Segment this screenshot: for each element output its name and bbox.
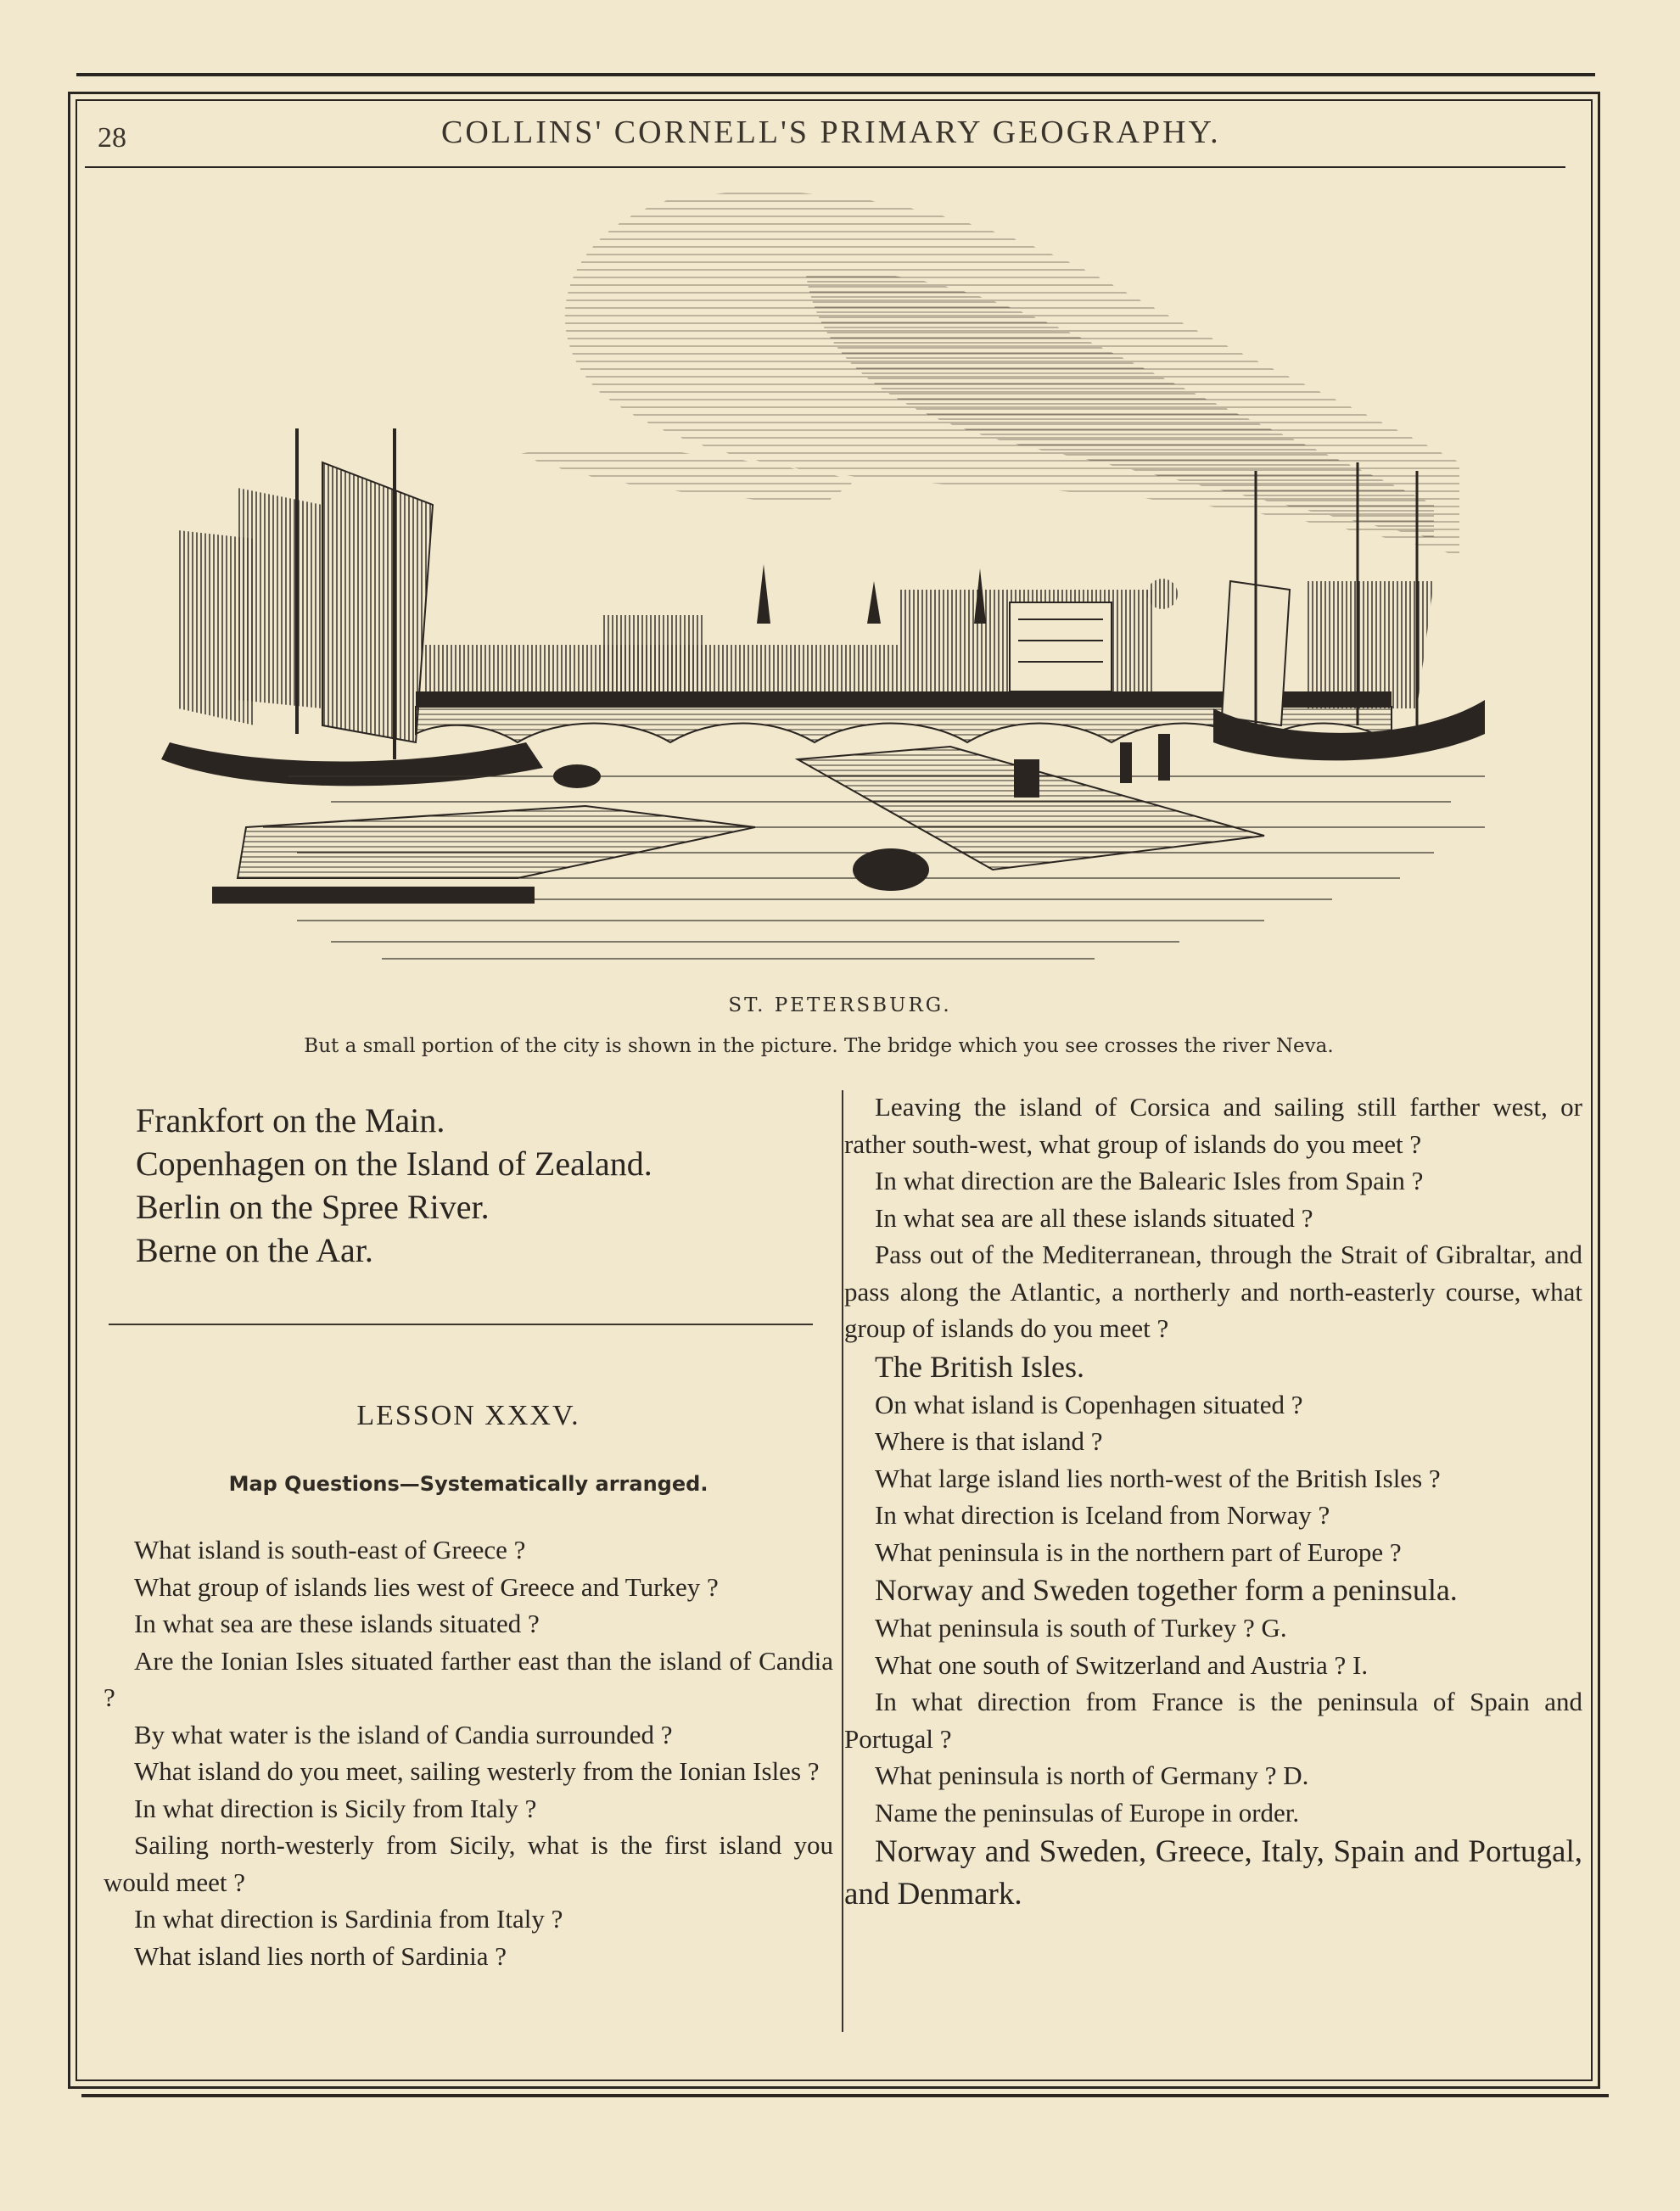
right-question-list [844, 1089, 1582, 1916]
city-line: Berlin on the Spree River. [136, 1188, 490, 1226]
illustration-caption-title: ST. PETERSBURG. [728, 994, 952, 1016]
city-line: Copenhagen on the Island of Zealand. [136, 1145, 652, 1183]
question: What island is south-east of Greece ? [134, 1535, 526, 1564]
question: Are the Ionian Isles situated farther east than the island of Candia ? [104, 1645, 833, 1712]
left-ships [161, 428, 543, 786]
bottom-rule [81, 2094, 1609, 2097]
question: Leaving the island of Corsica and sailing still farther west, or rather south-west, what group of islands do you meet ? [844, 1092, 1582, 1159]
question: Sailing north-westerly from Sicily, what is the first island you would meet ? [104, 1830, 833, 1897]
question: What large island lies north-west of the British Isles ? [875, 1463, 1441, 1493]
question: In what sea are all these islands situated ? [875, 1202, 1313, 1233]
running-title: COLLINS' CORNELL'S PRIMARY GEOGRAPHY. [441, 115, 1221, 150]
question: Pass out of the Mediterranean, through the Strait of Gibraltar, and pass along the Atlantic, a northerly and north-easterly course, what group of islands do you meet ? [844, 1240, 1582, 1343]
header-rule [85, 166, 1565, 168]
question: By what water is the island of Candia surrounded ? [134, 1719, 673, 1749]
question: What peninsula is in the northern part of Europe ? [875, 1537, 1402, 1567]
question: What island do you meet, sailing westerly from the Ionian Isles ? [134, 1756, 820, 1786]
answer-line: Norway and Sweden together form a peninsula. [875, 1573, 1458, 1607]
question: What island lies north of Sardinia ? [134, 1940, 507, 1971]
question: What group of islands lies west of Greece and Turkey ? [134, 1571, 719, 1602]
question: In what direction is Iceland from Norway ? [875, 1500, 1330, 1530]
question: In what direction is Sicily from Italy ? [134, 1793, 537, 1823]
city-line: Frankfort on the Main. [136, 1101, 445, 1139]
lesson-heading: LESSON XXXV. [356, 1400, 580, 1431]
question: In what direction are the Balearic Isles from Spain ? [875, 1166, 1424, 1195]
question: Where is that island ? [875, 1426, 1103, 1456]
question: Name the peninsulas of Europe in order. [875, 1797, 1300, 1828]
left-column [104, 1099, 833, 1272]
column-divider [842, 1090, 843, 2032]
question: What peninsula is south of Turkey ? G. [875, 1613, 1287, 1643]
question: What peninsula is north of Germany ? D. [875, 1760, 1309, 1790]
question: In what sea are these islands situated ? [134, 1609, 540, 1638]
city-line: Berne on the Aar. [136, 1231, 373, 1269]
question: In what direction from France is the peninsula of Spain and Portugal ? [844, 1687, 1582, 1754]
question: In what direction is Sardinia from Italy ? [134, 1904, 563, 1934]
question-list [104, 1531, 833, 1974]
st-petersburg-engraving [161, 182, 1519, 980]
sky-clouds [518, 192, 1459, 556]
answer-line: Norway and Sweden, Greece, Italy, Spain and Portugal, and Denmark. [844, 1834, 1582, 1912]
lesson-subheading: Map Questions—Systematically arranged. [228, 1472, 708, 1496]
illustration-caption-text: But a small portion of the city is shown in the picture. The bridge which you see crosses the river Neva. [304, 1035, 1334, 1057]
section-rule [109, 1324, 813, 1325]
page-number: 28 [98, 122, 126, 154]
question: What one south of Switzerland and Austria ? I. [875, 1649, 1369, 1680]
city-skyline [424, 564, 1178, 691]
answer-line: The British Isles. [875, 1349, 1084, 1384]
top-rule [76, 73, 1595, 76]
question: On what island is Copenhagen situated ? [875, 1389, 1303, 1419]
